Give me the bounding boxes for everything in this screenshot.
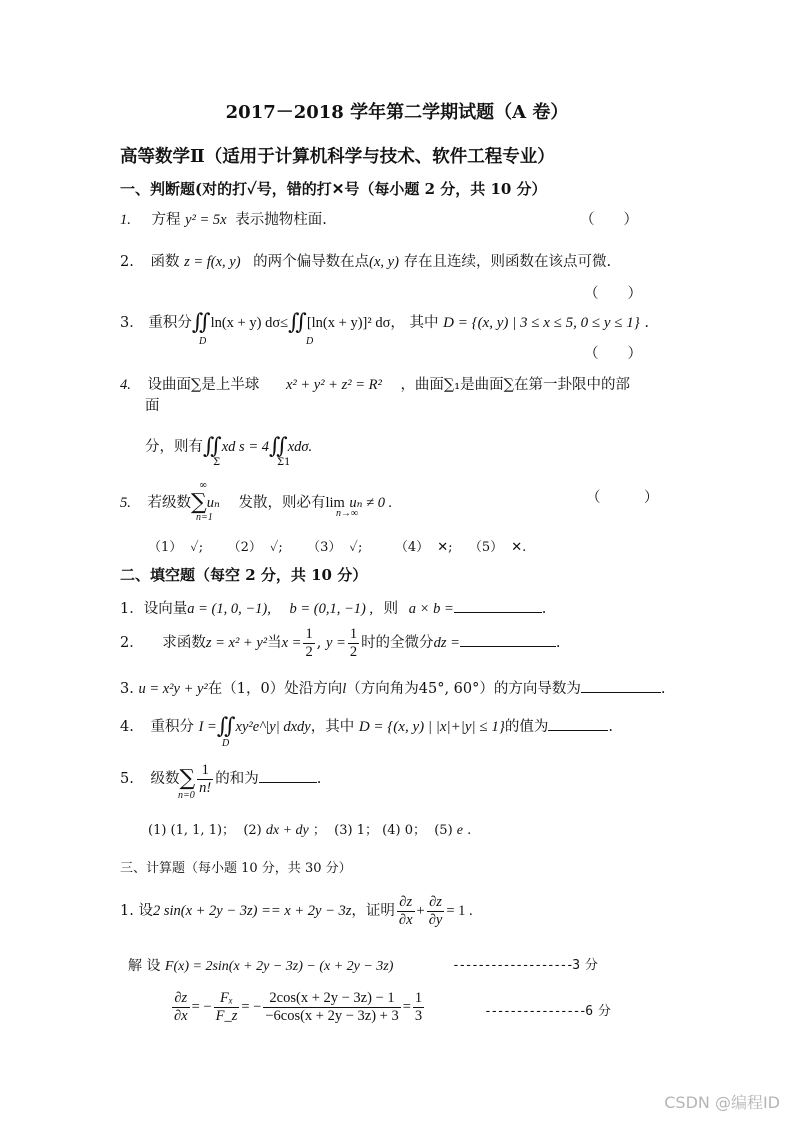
judge-q2: 2. 函数 z = f(x, y) 的两个偏导数在点(x, y) 存在且连续，则函数在该点可微. xyxy=(120,254,612,270)
fill-q3: 3. u = x²y + y²在（1，0）处沿方向l（方向角为45°, 60°）的方向导数为 . xyxy=(120,678,666,698)
judge-q3: 3． 重积分∬ln(x + y) dσ≤∬[ln(x + y)]² dσ， 其中 D = {(x, y) | 3 ≤ x ≤ 5, 0 ≤ y ≤ 1} . xyxy=(120,310,649,335)
fill-q4-blank xyxy=(548,716,608,731)
judge-q5-paren: （ ） xyxy=(586,490,659,506)
judge-q5-lim-sub: n→∞ xyxy=(336,508,359,519)
judge-q4-sigma1-label: Σ1 xyxy=(277,457,291,468)
fill-q2-blank xyxy=(460,632,556,647)
section-calc-heading: 三、计算题（每小题 10 分，共 30 分） xyxy=(120,861,352,876)
fill-answers: (1) (1, 1, 1)； (2) dx + dy ； (3) 1； (4) 0； (5) e . xyxy=(148,823,472,838)
fill-q2: 2． 求函数z = x² + y²当x = $\frac{1}{2}$ , y = $\frac{1}{2}$ 时的全微分dz = . xyxy=(120,626,561,660)
watermark: CSDN @编程ID xyxy=(664,1093,780,1112)
fill-q1-blank xyxy=(454,598,542,613)
section-judge-heading: 一、判断题(对的打✓号，错的打✕号（每小题 2 分，共 10 分） xyxy=(120,180,547,198)
section-fill-heading: 二、填空题（每空 2 分，共 10 分） xyxy=(120,566,368,584)
fill-q4-domain-label: D xyxy=(222,738,230,749)
judge-q4-sigma-label: Σ xyxy=(213,457,221,468)
judge-q4-line2: 面 xyxy=(145,398,160,414)
calc-solution-dash2: ----------------6 分 xyxy=(484,1004,610,1019)
judge-answers: （1） ✓; （2） ✓; （3） ✓; （4） ✕; （5） ✕. xyxy=(148,540,527,555)
calc-solution-dash1: -------------------3 分 xyxy=(452,958,597,973)
page-subtitle: 高等数学Ⅱ（适用于计算机科学与技术、软件工程专业） xyxy=(120,147,555,167)
calc-q1: 1. 设2 sin(x + 2y − 3z) == x + 2y − 3z，证明 $\frac{\partial z}{\partial x}$ + $\frac{\partial z}{\partial y}$ = 1 . xyxy=(120,894,473,928)
judge-q5-sum-top: ∞ xyxy=(199,480,208,491)
judge-q5: 5. 若级数∑uₙ 发散，则必有lim uₙ ≠ 0 . xyxy=(120,490,393,515)
judge-q5-sum-bottom: n=1 xyxy=(196,512,213,523)
judge-q4-line3: 分，则有∬xd s = 4∬xdσ. xyxy=(145,434,313,459)
judge-q4: 4. 设曲面∑是上半球 x² + y² + z² = R² ，曲面∑₁是曲面∑在第一卦限中的部 xyxy=(120,377,630,393)
fill-q3-blank xyxy=(581,678,661,693)
judge-q2-paren: （ ） xyxy=(584,286,642,302)
fill-q5-blank xyxy=(259,768,317,783)
fill-q5: 5. 级数∑ $\frac{1}{n!}$ 的和为 . xyxy=(120,762,322,796)
fill-q5-sum-bottom: n=0 xyxy=(178,790,195,801)
judge-q3-paren: （ ） xyxy=(584,346,642,362)
calc-solution-line1: 解 设 F(x) = 2sin(x + 2y − 3z) − (x + 2y − 3z) xyxy=(128,958,394,974)
fill-q1: 1．设向量a = (1, 0, −1), b = (0,1, −1) , 则 a × b = . xyxy=(120,598,546,618)
judge-q3-domain-label-2: D xyxy=(306,336,314,347)
judge-q1: 1. 方程 y² = 5x 表示抛物柱面. xyxy=(120,212,327,228)
fill-q4: 4. 重积分 I =∬xy²e^|y| dxdy，其中 D = {(x, y) | |x|+|y| ≤ 1}的值为 . xyxy=(120,714,613,739)
judge-q1-paren: （ ） xyxy=(580,212,638,228)
page-title: 2017－2018 学年第二学期试题（A 卷） xyxy=(225,102,569,123)
calc-solution-line2: $\frac{\partial z}{\partial x}$ = − $\frac{\text{Fₓ}}{F\_z}$ = − $\frac{2\cos(x + 2y - 3z) - 1}{-6\cos(x + 2y - 3z) + 3}$ = $\frac{1}{3}$ xyxy=(174,990,423,1024)
judge-q3-domain-label-1: D xyxy=(199,336,207,347)
